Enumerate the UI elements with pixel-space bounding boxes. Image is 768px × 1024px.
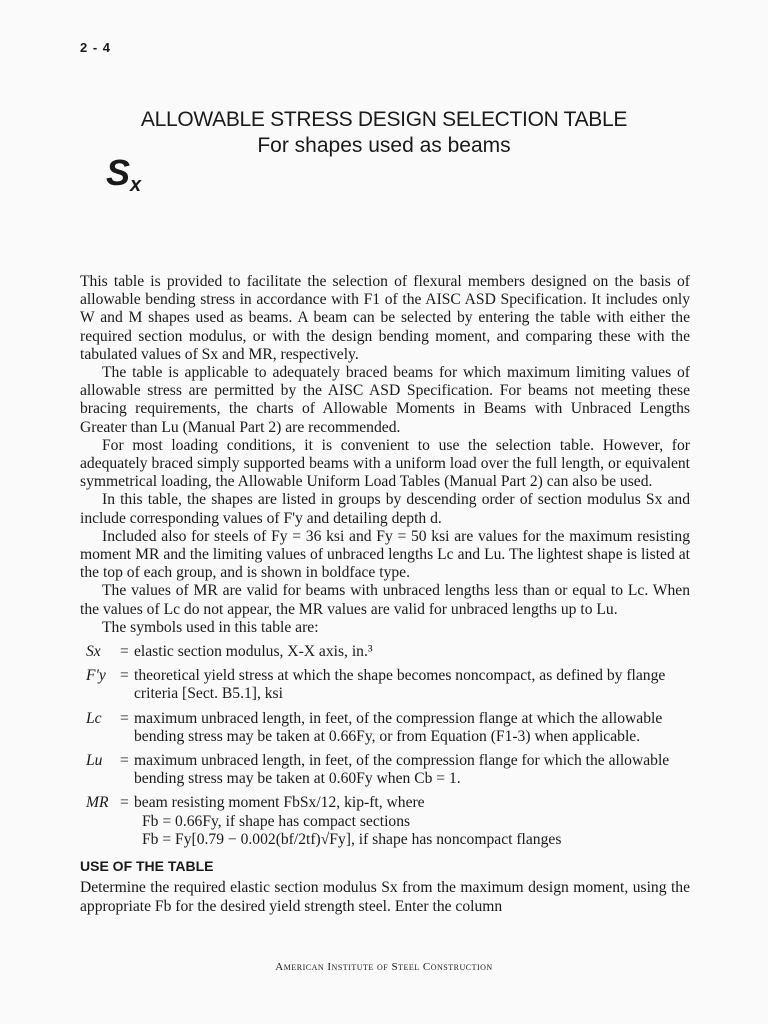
symbol-key: Lu [86,752,103,770]
symbol-definition: elastic section modulus, X-X axis, in.³ [134,643,373,661]
mr-noncompact-formula: Fb = Fy[0.79 − 0.002(bf/2tf)√Fy], if shape has noncompact flanges [142,830,562,848]
symbol-definition: maximum unbraced length, in feet, of the compression flange at which the allowable bending stress may be taken at 0.66Fy, or from Equation (F1-3) when applicable. [134,709,663,745]
mr-compact-formula: Fb = 0.66Fy, if shape has compact sections [142,812,411,830]
symbol-key: MR [86,794,109,812]
symbol-row: Sx = elastic section modulus, X-X axis, in.³ [80,643,690,661]
paragraph-mr-validity: The values of MR are valid for beams with unbraced lengths less than or equal to Lc. When the values of Lc do not appear, the MR values are valid for unbraced lengths up to Lu. [80,582,690,618]
symbol-row: MR = beam resisting moment FbSx/12, kip-ft, where [80,794,690,812]
page-title: ALLOWABLE STRESS DESIGN SELECTION TABLE [140,108,628,131]
paragraph-steels: Included also for steels of Fy = 36 ksi and Fy = 50 ksi are values for the maximum resisting moment MR and the limiting values of unbraced lengths Lc and Lu. The lightest shape is listed at the top of each group, and is shown in boldface type. [80,527,690,582]
symbol-key: F'y [86,667,106,685]
symbol-list [80,643,690,849]
symbol-definition: beam resisting moment FbSx/12, kip-ft, where [134,794,425,812]
symbol-key: Sx [86,643,101,661]
paragraph-loading: For most loading conditions, it is convenient to use the selection table. However, for adequately braced simply supported beams with a uniform load over the full length, or equivalent symmetrical loading, the Allowable Uniform Load Tables (Manual Part 2) can also be used. [80,436,690,491]
symbol-row: Lc = maximum unbraced length, in feet, of the compression flange at which the allowable bending stress may be taken at 0.66Fy, or from Equation (F1-3) when applicable. [80,710,690,746]
paragraph-use-table: Determine the required elastic section modulus Sx from the maximum design moment, using the appropriate Fb for the desired yield strength steel. Enter the column [80,879,690,915]
section-heading: USE OF THE TABLE [80,858,214,875]
paragraph-grouping: In this table, the shapes are listed in groups by descending order of section modulus Sx and include corresponding values of F'y and detailing depth d. [80,491,690,527]
paragraph-intro: This table is provided to facilitate the selection of flexural members designed on the basis of allowable bending stress in accordance with F1 of the AISC ASD Specification. It includes only W and M shapes used as beams. A beam can be selected by entering the table with either the required section modulus, or with the design bending moment, and comparing these with the tabulated values of Sx and MR, respectively. [80,273,690,363]
symbol-row: F'y = theoretical yield stress at which the shape becomes noncompact, as defined by flange criteria [Sect. B5.1], ksi [80,667,690,703]
body-text [80,273,690,916]
symbol-row: Lu = maximum unbraced length, in feet, of the compression flange for which the allowable bending stress may be taken at 0.60Fy when Cb = 1. [80,752,690,788]
page-number: 2 - 4 [80,40,112,55]
symbol-key: Lc [86,709,102,727]
section-symbol-mark: $S_x$ [106,152,142,196]
symbol-definition: theoretical yield stress at which the shape becomes noncompact, as defined by flange criteria [Sect. B5.1], ksi [134,667,666,703]
paragraph-symbols-intro: The symbols used in this table are: [102,618,319,636]
symbol-definition: maximum unbraced length, in feet, of the compression flange for which the allowable bending stress may be taken at 0.60Fy when Cb = 1. [134,752,670,788]
page-footer: American Institute of Steel Construction [275,961,493,973]
page-subtitle: For shapes used as beams [257,134,511,157]
paragraph-bracing: The table is applicable to adequately braced beams for which maximum limiting values of allowable stress are permitted by the AISC ASD Specification. For beams not meeting these bracing requirements, the charts of Allowable Moments in Beams with Unbraced Lengths Greater than Lu (Manual Part 2) are recommended. [80,364,690,436]
